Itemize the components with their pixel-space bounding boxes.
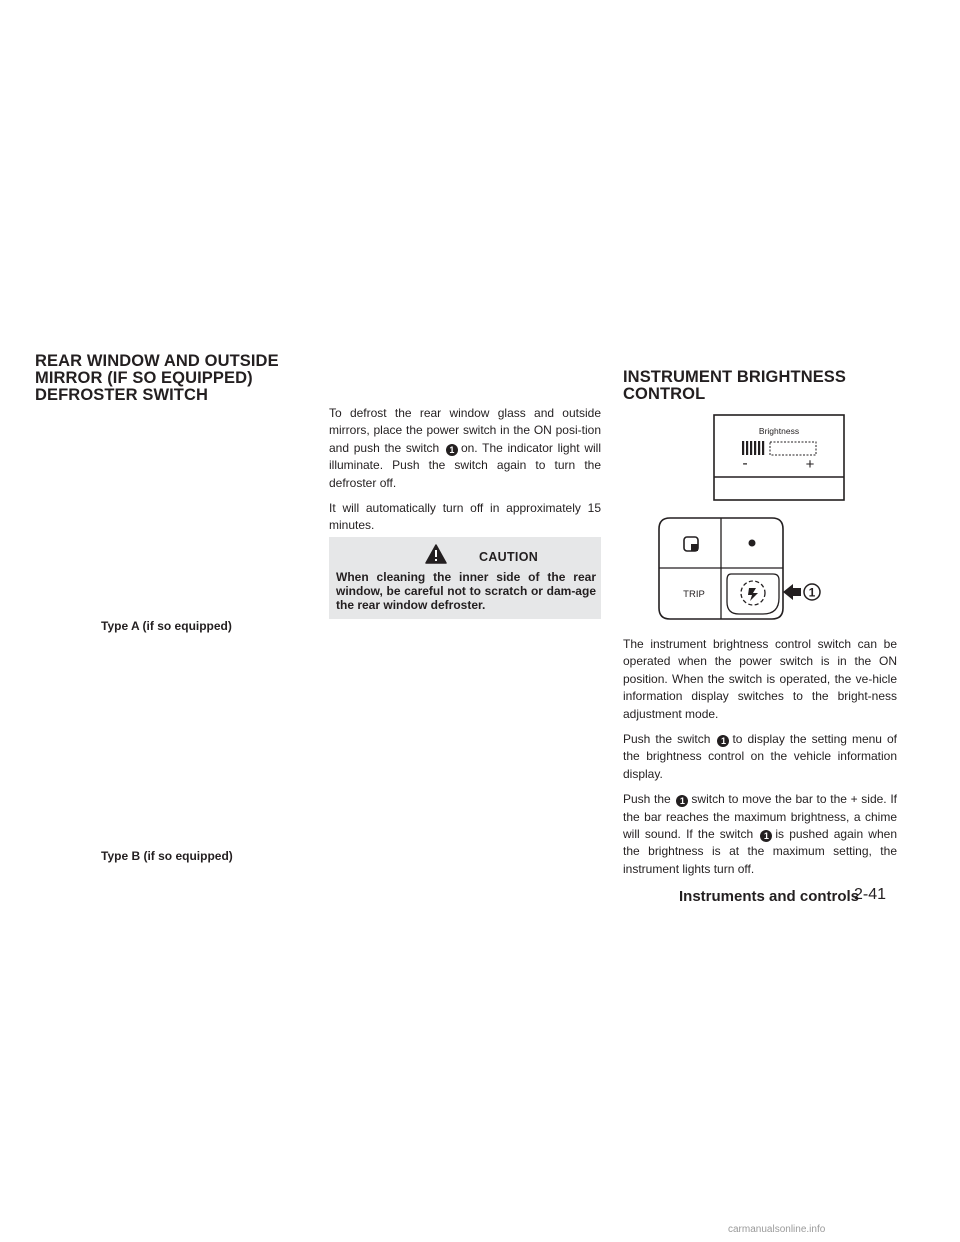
brightness-bar-outline	[770, 442, 816, 455]
paragraph	[623, 791, 897, 878]
minus-label: -	[742, 455, 748, 472]
text-span: switch to move the bar to the + side. If the bar reaches the maximum brightness, a chime will sound. If the switch	[623, 792, 897, 842]
callout-1-icon: 1	[676, 795, 688, 807]
paragraph	[329, 405, 601, 492]
paragraph	[623, 731, 897, 783]
enter-dot-icon[interactable]	[749, 540, 756, 547]
heading-line: MIRROR (IF SO EQUIPPED)	[35, 369, 253, 387]
footer-section-title: Instruments and controls	[679, 888, 860, 905]
section-heading-defroster	[35, 353, 279, 404]
brightness-bars	[742, 441, 764, 455]
trip-button[interactable]: TRIP	[683, 589, 705, 600]
heading-line: REAR WINDOW AND OUTSIDE	[35, 352, 279, 370]
brightness-level-bar	[746, 441, 748, 455]
brightness-level-bar	[758, 441, 760, 455]
footer-page-number: 2-41	[854, 886, 887, 903]
figure-caption-type-b: Type B (if so equipped)	[101, 849, 233, 863]
defroster-description	[329, 405, 601, 543]
text-span: is pushed again when the brightness is at the maximum setting, the instrument lights turn off.	[623, 827, 897, 876]
callout-1-icon: 1	[446, 444, 458, 456]
brightness-level-bar	[750, 441, 752, 455]
caution-box	[329, 537, 601, 619]
brightness-icon	[748, 588, 758, 601]
text-span: to display the setting menu of the brightness control on the vehicle information display.	[623, 732, 897, 781]
text-span: To defrost the rear window glass and outside mirrors, place the power switch in the ON posi-tion and push the switch	[329, 406, 601, 455]
brightness-level-bar	[754, 441, 756, 455]
heading-line: INSTRUMENT BRIGHTNESS	[623, 368, 847, 386]
text-span: Push the switch	[623, 732, 711, 747]
text-span: on. The indicator light will illuminate. Push the switch again to turn the defroster off.	[329, 440, 601, 490]
brightness-level-bar	[742, 441, 744, 455]
text-span: Push the	[623, 792, 671, 807]
plus-label: +	[805, 456, 815, 473]
heading-line: CONTROL	[623, 385, 706, 403]
brightness-switch-button[interactable]	[727, 574, 779, 614]
callout-arrow-icon	[783, 584, 801, 600]
display-title: Brightness	[758, 426, 800, 436]
brightness-level-bar	[762, 441, 764, 455]
watermark: carmanualsonline.info	[728, 1224, 826, 1235]
caution-title: CAUTION	[479, 550, 539, 564]
figure-caption-type-a: Type A (if so equipped)	[101, 619, 232, 633]
brightness-description	[623, 636, 897, 886]
paragraph: The instrument brightness control switch can be operated when the power switch is in the ON position. When the switch is operated, the ve-hicle information display switches to the bright-ness adjustment mode.	[623, 637, 897, 721]
caution-text: When cleaning the inner side of the rear window, be careful not to scratch or dam-age the rear window defroster.	[336, 570, 596, 612]
brightness-control-figure	[655, 412, 915, 627]
paragraph: It will automatically turn off in approximately 15 minutes.	[329, 501, 601, 533]
callout-1-icon: 1	[760, 830, 772, 842]
warning-icon	[425, 544, 447, 564]
heading-line: DEFROSTER SWITCH	[35, 386, 209, 404]
display-select-icon[interactable]	[684, 537, 698, 551]
section-heading-brightness	[623, 369, 846, 403]
callout-1-icon: 1	[717, 735, 729, 747]
callout-1-number: 1	[808, 585, 816, 600]
